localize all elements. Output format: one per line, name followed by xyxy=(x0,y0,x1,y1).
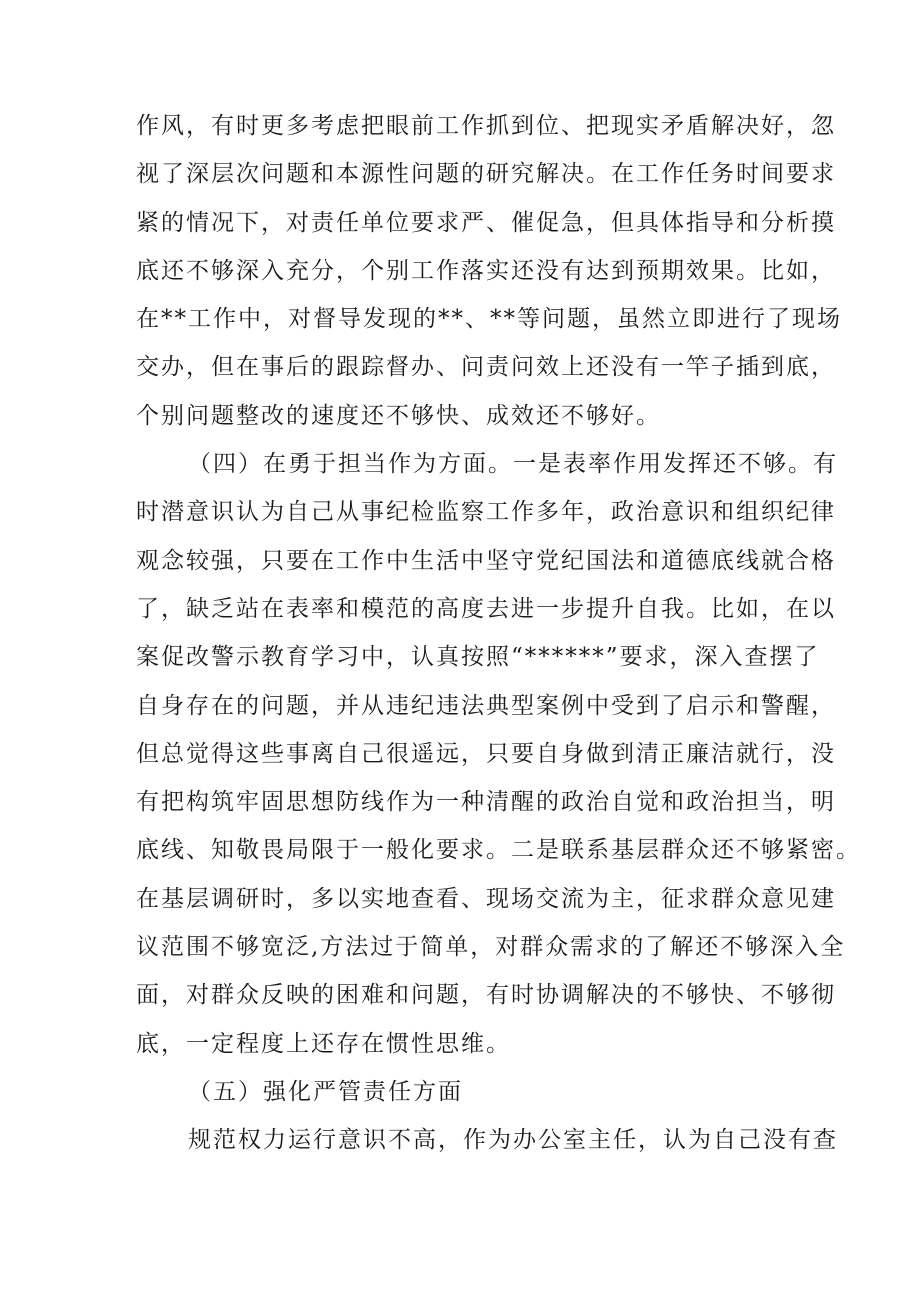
text-line: 自身存在的问题，并从违纪违法典型案例中受到了启示和警醒， xyxy=(136,692,836,719)
document-body xyxy=(136,102,861,1165)
text-line: 但总觉得这些事离自己很遥远，只要自身做到清正廉洁就行，没 xyxy=(136,740,836,767)
text-line: 交办，但在事后的跟踪督办、问责问效上还没有一竿子插到底， xyxy=(136,354,836,381)
text-line: 在基层调研时，多以实地查看、现场交流为主，征求群众意见建 xyxy=(136,885,836,912)
text-line: 时潜意识认为自己从事纪检监察工作多年，政治意识和组织纪律 xyxy=(136,499,836,526)
text-line: 了，缺乏站在表率和模范的高度去进一步提升自我。比如，在以 xyxy=(136,595,836,622)
text-line: 有把构筑牢固思想防线作为一种清醒的政治自觉和政治担当，明 xyxy=(136,789,836,816)
text-line: 面，对群众反映的困难和问题，有时协调解决的不够快、不够彻 xyxy=(136,982,836,1009)
text-line: 作风，有时更多考虑把眼前工作抓到位、把现实矛盾解决好，忽 xyxy=(136,113,836,139)
text-line: 视了深层次问题和本源性问题的研究解决。在工作任务时间要求 xyxy=(136,161,836,188)
text-line: 底，一定程度上还存在惯性思维。 xyxy=(136,1030,511,1057)
text-line: 底还不够深入充分，个别工作落实还没有达到预期效果。比如， xyxy=(136,257,836,284)
text-line: 个别问题整改的速度还不够快、成效还不够好。 xyxy=(136,402,661,429)
section-heading-5: （五）强化严管责任方面 xyxy=(188,1078,463,1105)
text-line: 案促改警示教育学习中，认真按照“******”要求，深入查摆了 xyxy=(136,644,820,671)
text-line: 在**工作中，对督导发现的**、**等问题，虽然立即进行了现场 xyxy=(136,306,842,333)
text-line: 议范围不够宽泛,方法过于简单，对群众需求的了解还不够深入全 xyxy=(136,934,846,961)
text-line: 观念较强，只要在工作中生活中坚守党纪国法和道德底线就合格 xyxy=(136,547,836,574)
text-line: 规范权力运行意识不高，作为办公室主任，认为自己没有查 xyxy=(188,1127,838,1154)
text-line: 紧的情况下，对责任单位要求严、催促急，但具体指导和分析摸 xyxy=(136,209,836,236)
section-heading-4: （四）在勇于担当作为方面。一是表率作用发挥还不够。有 xyxy=(188,451,838,478)
text-line: 底线、知敬畏局限于一般化要求。二是联系基层群众还不够紧密。 xyxy=(136,837,861,864)
